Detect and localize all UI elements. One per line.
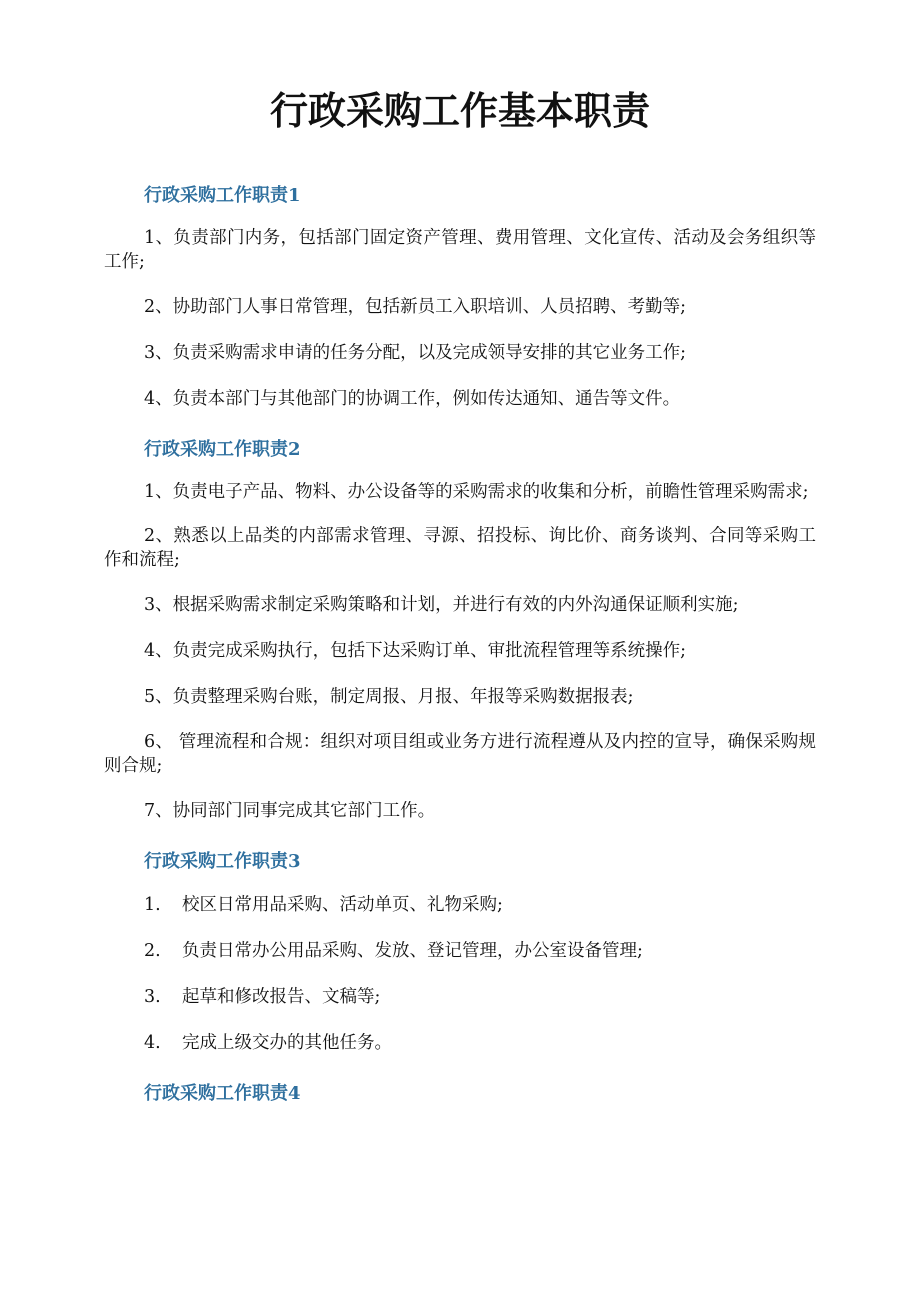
list-item [104, 984, 816, 1010]
list-item-number: 3. [144, 987, 161, 1007]
section-2-paragraph: 7、协同部门同事完成其它部门工作。 [144, 801, 436, 821]
list-item-number: 1. [144, 895, 161, 915]
section-2-paragraph: 1、负责电子产品、物料、办公设备等的采购需求的收集和分析，前瞻性管理采购需求; [144, 482, 809, 502]
section-2-paragraph: 5、负责整理采购台账，制定周报、月报、年报等采购数据报表; [144, 687, 634, 707]
list-item [104, 1030, 816, 1056]
list-item-text: 负责日常办公用品采购、发放、登记管理，办公室设备管理; [182, 941, 643, 961]
list-item-number: 2. [144, 941, 161, 961]
section-1-paragraph: 1、负责部门内务，包括部门固定资产管理、费用管理、文化宣传、活动及会务组织等工作; [104, 228, 816, 272]
section-2-paragraph: 2、熟悉以上品类的内部需求管理、寻源、招投标、询比价、商务谈判、合同等采购工作和流程; [104, 526, 816, 570]
section-1-paragraph: 2、协助部门人事日常管理，包括新员工入职培训、人员招聘、考勤等; [144, 297, 687, 317]
list-item-text: 完成上级交办的其他任务。 [182, 1033, 392, 1053]
list-item [104, 892, 816, 918]
section-heading-4: 行政采购工作职责4 [144, 1083, 301, 1104]
section-2-paragraph: 3、根据采购需求制定采购策略和计划，并进行有效的内外沟通保证顺利实施; [144, 595, 739, 615]
section-1-paragraph: 3、负责采购需求申请的任务分配，以及完成领导安排的其它业务工作; [144, 343, 687, 363]
section-heading-2: 行政采购工作职责2 [144, 439, 301, 460]
list-item-number: 4. [144, 1033, 161, 1053]
list-item [104, 938, 816, 964]
section-heading-3: 行政采购工作职责3 [144, 851, 301, 872]
section-heading-1: 行政采购工作职责1 [144, 185, 301, 206]
section-2-paragraph: 4、负责完成采购执行，包括下达采购订单、审批流程管理等系统操作; [144, 641, 687, 661]
document-body [104, 178, 816, 1124]
document-title: 行政采购工作基本职责 [269, 88, 650, 133]
section-2-paragraph: 6、 管理流程和合规：组织对项目组或业务方进行流程遵从及内控的宣导，确保采购规则合规; [104, 732, 816, 776]
section-1-paragraph: 4、负责本部门与其他部门的协调工作，例如传达通知、通告等文件。 [144, 389, 681, 409]
list-item-text: 起草和修改报告、文稿等; [182, 987, 381, 1007]
list-item-text: 校区日常用品采购、活动单页、礼物采购; [182, 895, 503, 915]
